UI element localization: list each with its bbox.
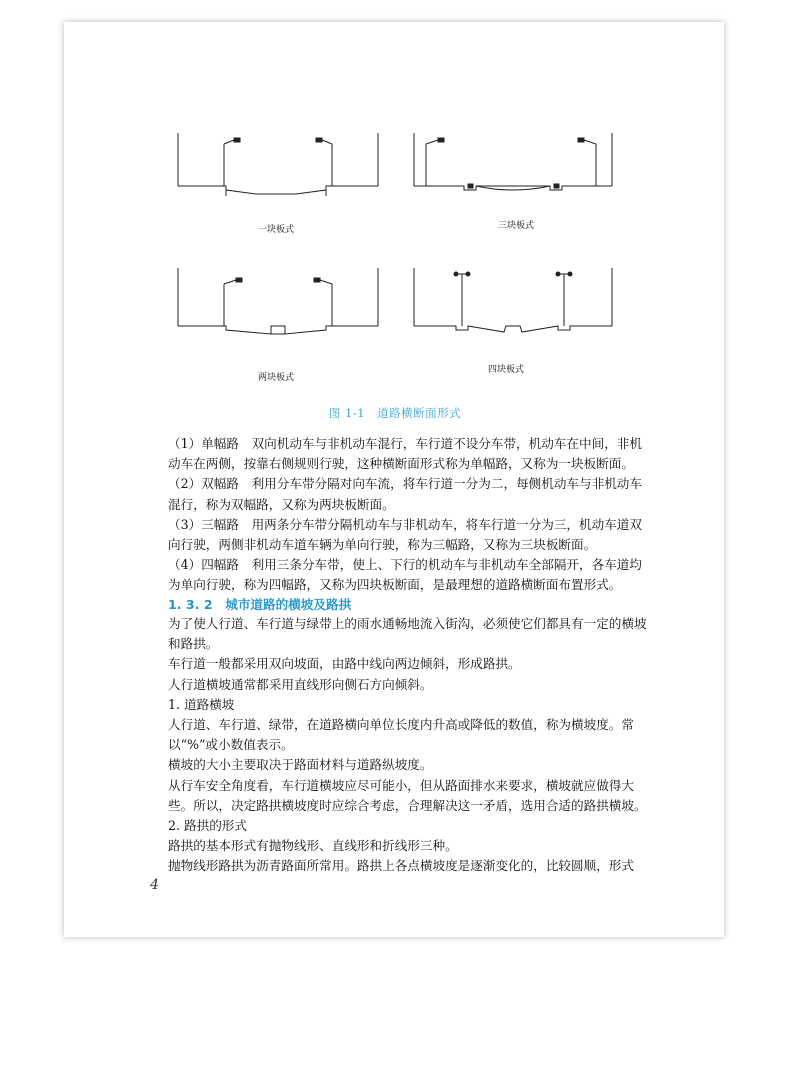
paragraph: 抛物线形路拱为沥青路面所常用。路拱上各点横坡度是逐渐变化的，比较圆顺，形式: [168, 858, 634, 874]
figure-caption: 图 1-1 道路横断面形式: [328, 406, 462, 420]
subheading: 2. 路拱的形式: [168, 818, 247, 834]
panel-label: 三块板式: [498, 221, 535, 231]
paragraph: （2）双幅路 利用分车带分隔对向车流，将车行道一分为二，每侧机动车与非机动车混行，称为双幅路，又称为两块板断面。: [168, 476, 642, 512]
paragraph: （1）单幅路 双向机动车与非机动车混行，车行道不设分车带，机动车在中间，非机动车在两侧，按靠右侧规则行驶，这种横断面形式称为单幅路，又称为一块板断面。: [168, 436, 642, 472]
paragraph: 人行道横坡通常都采用直线形向侧石方向倾斜。: [168, 676, 433, 692]
panel-label: 一块板式: [258, 225, 295, 235]
panel-two-board: [178, 268, 378, 334]
paragraph: 为了使人行道、车行道与绿带上的雨水通畅地流入街沟，必须使它们都具有一定的横坡和路拱。: [168, 616, 647, 652]
paragraph: （3）三幅路 用两条分车带分隔机动车与非机动车，将车行道一分为三，机动车道双向行驶，两侧非机动车道车辆为单向行驶，称为三幅路，又称为三块板断面。: [168, 516, 642, 553]
body-text-bottom: [168, 614, 652, 877]
subheading: 1. 道路横坡: [168, 696, 235, 712]
paragraph: 横坡的大小主要取决于路面材料与道路纵坡度。: [168, 757, 433, 773]
paragraph: （4）四幅路 利用三条分车带，使上、下行的机动车与非机动车全部隔开，各车道均为单向行驶，称为四幅路，又称为四块板断面，是最理想的道路横断面布置形式。: [168, 557, 642, 593]
paragraph: 路拱的基本形式有抛物线形、直线形和折线形三种。: [168, 838, 458, 854]
cross-section-diagram: [176, 128, 616, 388]
section-heading: 1. 3. 2 城市道路的横坡及路拱: [168, 597, 352, 612]
page-number: 4: [150, 877, 159, 893]
panel-four-board: [414, 268, 612, 332]
panel-label: 四块板式: [488, 365, 525, 375]
paragraph: 车行道一般都采用双向坡面，由路中线向两边倾斜，形成路拱。: [168, 656, 521, 672]
panel-label: 两块板式: [258, 373, 295, 383]
cross-section-figure: [176, 128, 616, 388]
panel-three-board: [414, 133, 612, 190]
paragraph: 从行车安全角度看，车行道横坡应尽可能小，但从路面排水来要求，横坡就应做得大些。所以，决定路拱横坡度时应综合考虑，合理解决这一矛盾，选用合适的路拱横坡。: [168, 777, 647, 813]
panel-one-board: [178, 133, 378, 196]
body-text-top: [168, 434, 652, 596]
paragraph: 人行道、车行道、绿带，在道路横向单位长度内升高或降低的数值，称为横坡度。常以“%”或小数值表示。: [168, 717, 634, 753]
